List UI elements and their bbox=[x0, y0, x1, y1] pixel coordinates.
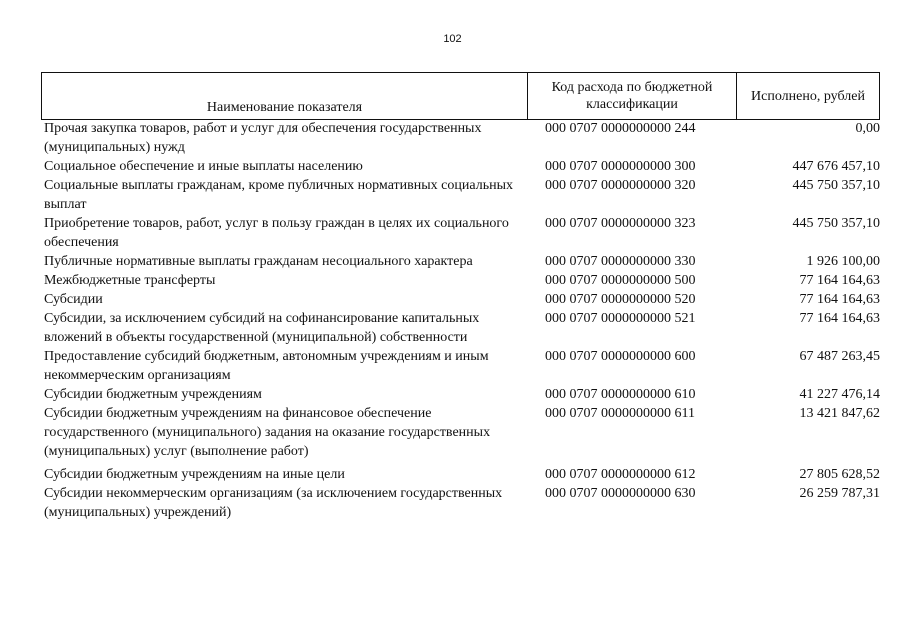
header-executed-amount: Исполнено, рублей bbox=[736, 73, 879, 119]
row-code: 000 0707 0000000000 300 bbox=[545, 159, 696, 174]
table-row bbox=[44, 290, 884, 309]
row-amount: 13 421 847,62 bbox=[799, 406, 880, 421]
row-amount: 77 164 164,63 bbox=[799, 292, 880, 307]
row-amount: 77 164 164,63 bbox=[799, 311, 880, 326]
row-amount: 26 259 787,31 bbox=[799, 486, 880, 501]
row-name: Приобретение товаров, работ, услуг в пользу граждан в целях их социального обеспечения bbox=[44, 216, 509, 250]
row-code: 000 0707 0000000000 610 bbox=[545, 387, 696, 402]
table-row bbox=[44, 252, 884, 271]
row-amount: 1 926 100,00 bbox=[806, 254, 880, 269]
row-code: 000 0707 0000000000 244 bbox=[545, 121, 696, 136]
row-name: Субсидии bbox=[44, 292, 103, 307]
row-amount: 77 164 164,63 bbox=[799, 273, 880, 288]
row-code: 000 0707 0000000000 630 bbox=[545, 486, 696, 501]
row-code: 000 0707 0000000000 320 bbox=[545, 178, 696, 193]
row-amount: 445 750 357,10 bbox=[792, 216, 880, 231]
row-code: 000 0707 0000000000 611 bbox=[545, 406, 695, 421]
row-name: Субсидии бюджетным учреждениям на финансовое обеспечение государственного (муниципального) задания на оказание государственных (муниципальных) услуг (выполнение работ) bbox=[44, 406, 491, 459]
table-row bbox=[44, 484, 884, 522]
row-name: Субсидии бюджетным учреждениям bbox=[44, 387, 262, 402]
table-row bbox=[44, 214, 884, 252]
row-name: Публичные нормативные выплаты гражданам несоциального характера bbox=[44, 254, 473, 269]
table-row bbox=[44, 119, 884, 157]
row-code: 000 0707 0000000000 612 bbox=[545, 467, 696, 482]
table-row bbox=[44, 385, 884, 404]
row-amount: 0,00 bbox=[855, 121, 880, 136]
table-row bbox=[44, 347, 884, 385]
row-code: 000 0707 0000000000 323 bbox=[545, 216, 696, 231]
table-row bbox=[44, 309, 884, 347]
table-row bbox=[44, 176, 884, 214]
row-name: Прочая закупка товаров, работ и услуг для обеспечения государственных (муниципальных) нужд bbox=[44, 121, 482, 155]
row-name: Субсидии бюджетным учреждениям на иные цели bbox=[44, 467, 345, 482]
row-amount: 27 805 628,52 bbox=[799, 467, 880, 482]
table-row bbox=[44, 271, 884, 290]
table-body bbox=[44, 119, 884, 522]
row-code: 000 0707 0000000000 500 bbox=[545, 273, 696, 288]
row-code: 000 0707 0000000000 330 bbox=[545, 254, 696, 269]
row-code: 000 0707 0000000000 600 bbox=[545, 349, 696, 364]
row-name: Субсидии некоммерческим организациям (за исключением государственных (муниципальных) учреждений) bbox=[44, 486, 503, 520]
row-code: 000 0707 0000000000 520 bbox=[545, 292, 696, 307]
row-amount: 445 750 357,10 bbox=[792, 178, 880, 193]
row-name: Социальные выплаты гражданам, кроме публичных нормативных социальных выплат bbox=[44, 178, 513, 212]
page-number: 102 bbox=[443, 33, 462, 45]
row-amount: 41 227 476,14 bbox=[799, 387, 880, 402]
row-name: Предоставление субсидий бюджетным, автономным учреждениям и иным некоммерческим организациям bbox=[44, 349, 489, 383]
row-name: Межбюджетные трансферты bbox=[44, 273, 216, 288]
row-name: Социальное обеспечение и иные выплаты населению bbox=[44, 159, 363, 174]
table-row bbox=[44, 157, 884, 176]
row-amount: 447 676 457,10 bbox=[792, 159, 880, 174]
table-row bbox=[44, 465, 884, 484]
header-indicator-name: Наименование показателя bbox=[206, 100, 363, 115]
table-header bbox=[41, 72, 880, 120]
table-row bbox=[44, 404, 884, 461]
row-amount: 67 487 263,45 bbox=[799, 349, 880, 364]
header-budget-code: Код расхода по бюджетной классификации bbox=[527, 73, 736, 119]
row-name: Субсидии, за исключением субсидий на софинансирование капитальных вложений в объекты государственной (муниципальной) собственности bbox=[44, 311, 480, 345]
row-code: 000 0707 0000000000 521 bbox=[545, 311, 696, 326]
